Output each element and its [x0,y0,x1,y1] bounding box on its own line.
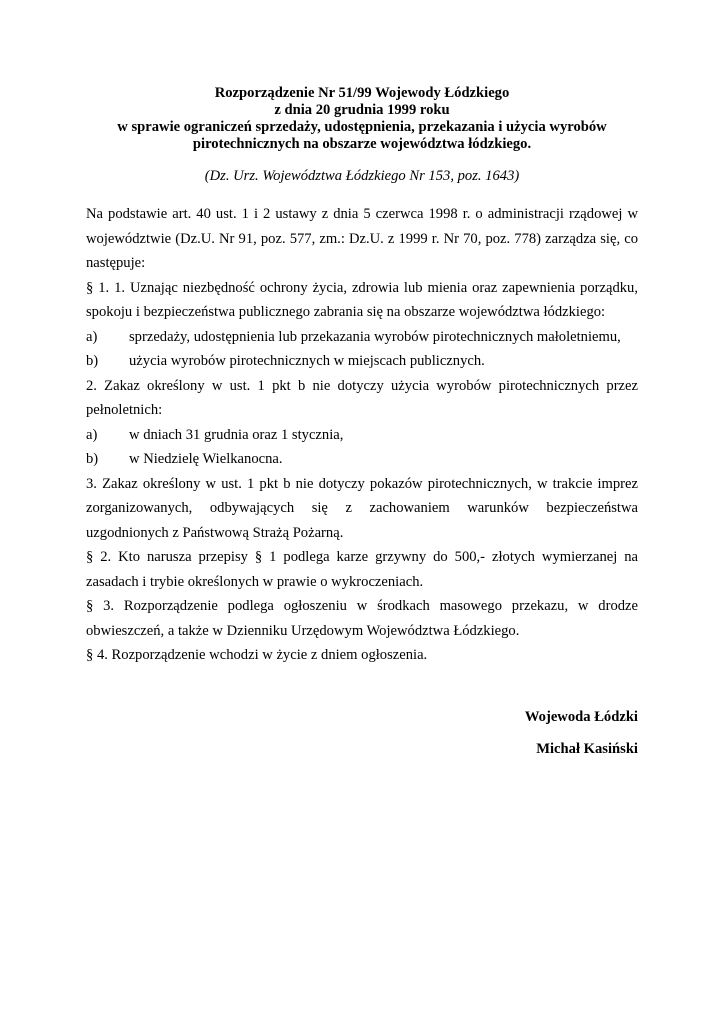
list-item-label: b) [86,353,99,369]
list-item-text: użycia wyrobów pirotechnicznych w miejscach publicznych. [129,353,485,369]
document-title [86,85,638,153]
signature-name: Michał Kasiński [536,741,638,757]
title-line-1: Rozporządzenie Nr 51/99 Wojewody Łódzkiego [214,85,510,101]
section-1-paragraph-3: 3. Zakaz określony w ust. 1 pkt b nie dotyczy pokazów pirotechnicznych, w trakcie imprez zorganizowanych, odbywających się z zachowaniem warunków bezpieczeństwa uzgodnionych z Państwową Strażą Pożarną. [86,475,638,541]
section-1-paragraph-2: 2. Zakaz określony w ust. 1 pkt b nie dotyczy użycia wyrobów pirotechnicznych przez pełnoletnich: [86,377,638,418]
title-line-3: w sprawie ograniczeń sprzedaży, udostępnienia, przekazania i użycia wyrobów [117,119,607,135]
list-item [86,349,638,374]
list-item-text: w Niedzielę Wielkanocna. [129,451,283,467]
section-1-paragraph-1: § 1. 1. Uznając niezbędność ochrony życia, zdrowia lub mienia oraz zapewnienia porządku, spokoju i bezpieczeństwa publicznego zabrania się na obszarze województwa łódzkiego: [86,279,638,320]
document-body [86,202,638,668]
list-item-label: a) [86,426,98,443]
list-item-label: b) [86,451,99,467]
publication-reference: (Dz. Urz. Województwa Łódzkiego Nr 153, poz. 1643) [204,168,520,184]
list-item [86,325,638,350]
list-item-text: w dniach 31 grudnia oraz 1 stycznia, [129,426,344,443]
section-2-paragraph: § 2. Kto narusza przepisy § 1 podlega karze grzywny do 500,- złotych wymierzanej na zasadach i trybie określonych w prawie o wykroczeniach. [86,549,638,590]
section-3-paragraph: § 3. Rozporządzenie podlega ogłoszeniu w środkach masowego przekazu, w drodze obwieszczeń, a także w Dzienniku Urzędowym Województwa Łódzkiego. [86,598,638,639]
list-item [86,423,638,448]
list-item [86,447,638,472]
title-line-4: pirotechnicznych na obszarze województwa łódzkiego. [192,136,532,152]
title-line-2: z dnia 20 grudnia 1999 roku [274,102,450,118]
list-item-label: a) [86,328,98,345]
signature-office: Wojewoda Łódzki [524,709,638,725]
list-item-text: sprzedaży, udostępnienia lub przekazania wyrobów pirotechnicznych małoletniemu, [129,328,621,345]
section-4-paragraph: § 4. Rozporządzenie wchodzi w życie z dniem ogłoszenia. [86,647,428,663]
intro-paragraph: Na podstawie art. 40 ust. 1 i 2 ustawy z dnia 5 czerwca 1998 r. o administracji rządowej w województwie (Dz.U. Nr 91, poz. 577, zm.: Dz.U. z 1999 r. Nr 70, poz. 778) zarządza się, co następuje: [86,206,638,271]
